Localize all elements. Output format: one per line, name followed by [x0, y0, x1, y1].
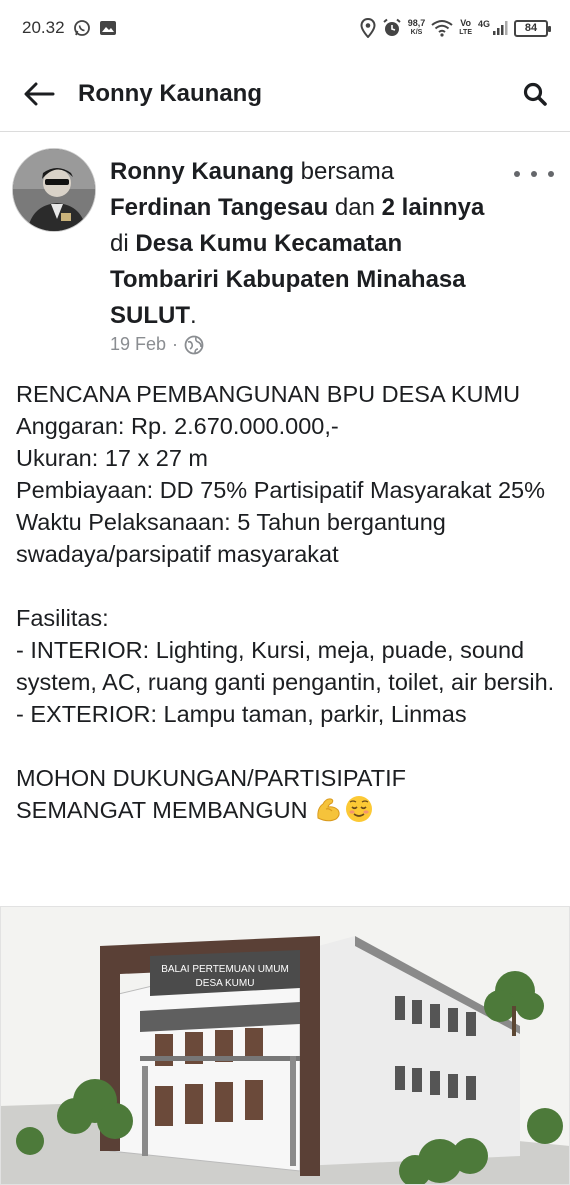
globe-icon: [184, 335, 204, 355]
app-header: [0, 56, 570, 132]
post-text: [16, 378, 561, 832]
net-speed: 98,7 K/S: [407, 18, 426, 36]
status-time: 20.32: [22, 18, 65, 37]
back-button[interactable]: [0, 56, 78, 132]
alarm-icon: [382, 18, 402, 38]
building-sign-line2: DESA KUMU: [195, 978, 255, 989]
post-body-text: RENCANA PEMBANGUNAN BPU DESA KUMU Anggaran: Rp. 2.670.000.000,- Ukuran: 17 x 27 m Pembiayaan: DD 75% Partisipatif Masyarakat 25% Waktu Pelaksanaan: 5 Tahun bergantung swadaya/parsipatif masyarakat Fasilitas: - INTERIOR: Lighting, Kursi, meja, puade, sound system, AC, ruang ganti pengantin, toilet, air bersih. - EXTERIOR: Lampu taman, parkir, Linmas MOHON DUKUNGAN/PARTISIPATIF SEMANGAT MEMBANGUN: [16, 381, 555, 823]
dot-icon: [548, 171, 554, 177]
post-date[interactable]: 19 Feb: [110, 334, 167, 354]
tagged-person[interactable]: Ferdinan Tangesau: [110, 194, 329, 221]
post-header: [0, 132, 570, 362]
status-bar: [0, 0, 570, 56]
building-sign-line1: BALAI PERTEMUAN UMUM: [161, 964, 289, 975]
gallery-notification-icon: [99, 20, 117, 36]
signal-icon: 4G: [478, 20, 508, 36]
avatar[interactable]: [12, 148, 96, 232]
meta-separator: ·: [172, 334, 179, 354]
with-word: bersama: [294, 158, 395, 185]
volte-indicator: Vo LTE: [459, 18, 472, 36]
location-link[interactable]: Desa Kumu Kecamatan Tombariri Kabupaten Minahasa SULUT: [110, 230, 466, 329]
dot-icon: [531, 171, 537, 177]
wifi-icon: [431, 19, 453, 37]
whatsapp-icon: [73, 19, 91, 37]
location-icon: [360, 18, 376, 38]
others-link[interactable]: 2 lainnya: [381, 194, 485, 221]
battery-indicator: 84: [514, 20, 548, 37]
post-byline: [110, 154, 500, 334]
dot-icon: [514, 171, 520, 177]
flexed-biceps-icon: [314, 794, 344, 832]
end-punct: .: [190, 302, 197, 329]
more-options-button[interactable]: [514, 164, 554, 184]
back-arrow-icon: [23, 82, 55, 106]
search-button[interactable]: [500, 56, 570, 132]
at-word: di: [110, 230, 136, 257]
page-title: Ronny Kaunang: [78, 79, 262, 107]
post-image[interactable]: [0, 906, 570, 1185]
relieved-face-icon: [344, 794, 374, 832]
and-word: dan: [328, 194, 382, 221]
author-name[interactable]: Ronny Kaunang: [110, 158, 294, 185]
search-icon: [522, 81, 548, 107]
post-meta: [110, 334, 204, 355]
